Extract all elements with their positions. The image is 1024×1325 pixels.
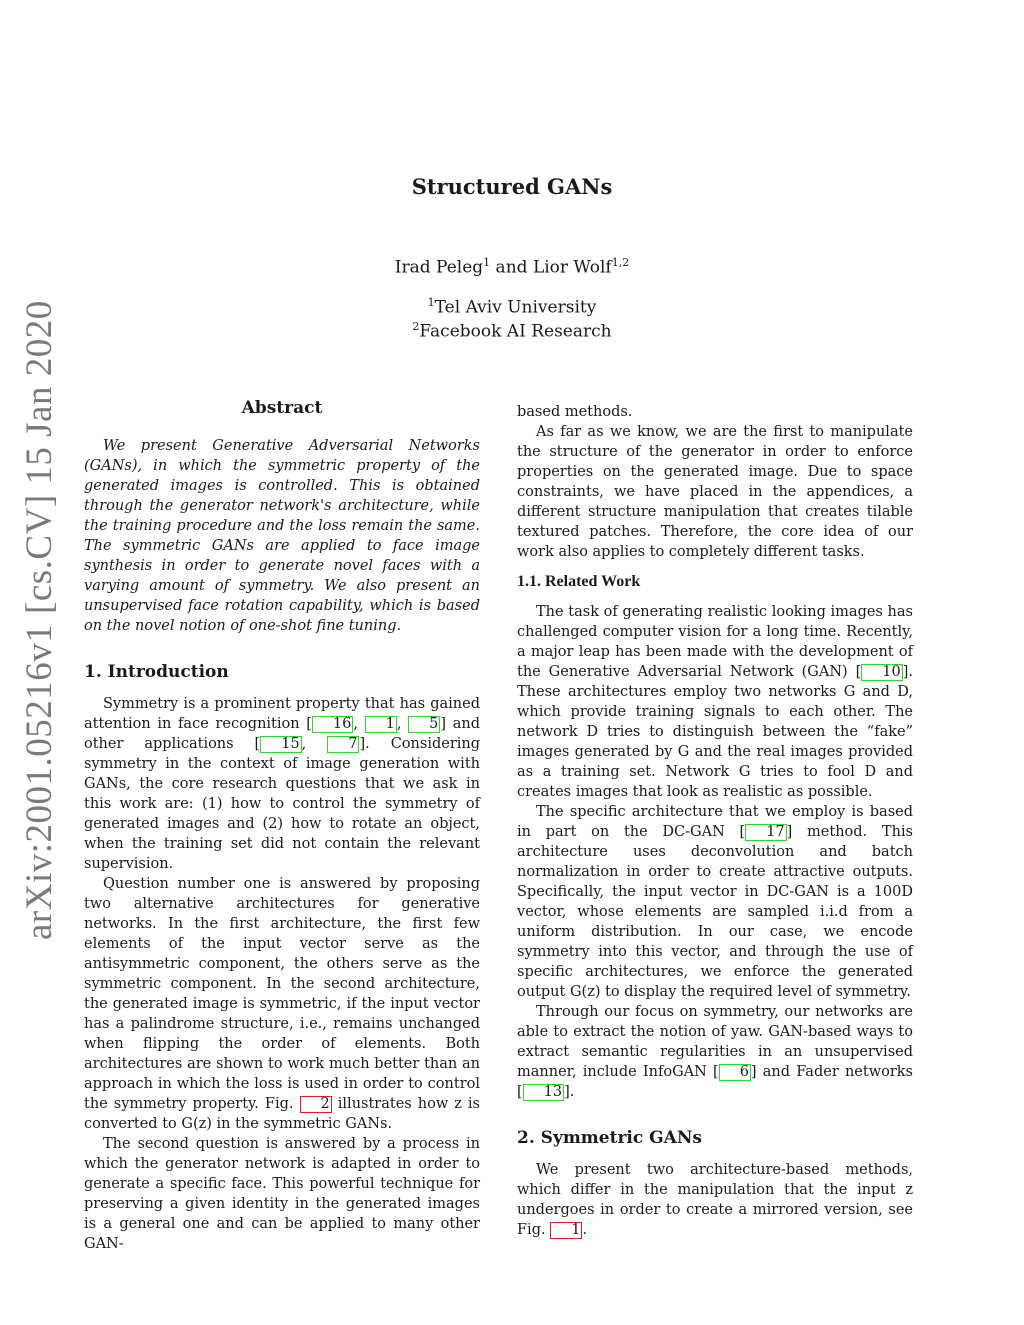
citation-6[interactable]: 6 — [719, 1064, 751, 1081]
intro-paragraph-1: Symmetry is a prominent property that has gained attention in face recognition [ 16 , 1 , 5 ] and other applications [ 15 , 7 ]. Considering symmetry in the context of image generation with GANs, the core research questions that we ask in this work are: (1) how to control the symmetry of generated images and (2) how to rotate an object, when the training set did not contain the relevant supervision. — [84, 696, 481, 872]
related-paragraph-2: The specific architecture that we employ is based in part on the DC-GAN [ 17 ] method. This architecture uses deconvolution and batch normalization in order to create attractive outputs. Specifically, the input vector in DC-GAN is a 100D vector, whose elements are sampled i.i.d from a uniform distribution. In our case, we encode symmetry into this vector, and through the use of specific architectures, we enforce the generated output G(z) to display the required level of symmetry. — [517, 804, 913, 1000]
related-paragraph-1: The task of generating realistic looking images has challenged computer vision for a long time. Recently, a major leap has been made with the development of the Generative Adversarial Network (GAN) [ 10 ]. These architectures employ two networks G and D, which provide training signals to each other. The network D tries to distinguish between the “fake” images generated by G and the real images provided as a training set. Network G tries to fool D and creates images that look as realistic as possible. — [517, 604, 913, 800]
abstract-text: We present Generative Adversarial Networks (GANs), in which the symmetric property of the generated images is controlled. This is obtained through the generator network's architecture, while the training procedure and the loss remain the same. The symmetric GANs are applied to face image synthesis in order to generate novel faces with a varying amount of symmetry. We also present an unsupervised face rotation capability, which is based on the novel notion of one-shot fine tuning. — [84, 438, 480, 634]
intro-paragraph-2: Question number one is answered by proposing two alternative architectures for generative networks. In the first architecture, the first few elements of the input vector serve as the antisymmetric component, the others serve as the symmetric component. In the second architecture, the generated image is symmetric, if the input vector has a palindrome structure, i.e., remains unchanged when flipping the order of elements. Both architectures are shown to work much better than an approach in which the loss is used in order to control the symmetry property. Fig. 2 illustrates how z is converted to G(z) in the symmetric GANs. — [84, 876, 480, 1132]
author-1: Irad Peleg — [394, 257, 484, 278]
left-column — [84, 398, 480, 1254]
citation-1[interactable]: 1 — [365, 716, 397, 733]
related-work-heading: 1.1. Related Work — [517, 573, 641, 590]
right-column — [517, 402, 913, 1240]
affiliation-1 — [0, 296, 1024, 318]
affiliation-2 — [0, 320, 1024, 342]
continued-text: based methods. — [517, 404, 633, 420]
citation-17[interactable]: 17 — [745, 824, 786, 841]
figure-2-link[interactable]: 2 — [300, 1096, 332, 1113]
related-paragraph-3: Through our focus on symmetry, our networks are able to extract the notion of yaw. GAN-based ways to extract semantic regularities in an unsupervised manner, include InfoGAN [ 6 ] and Fader networks [ 13 ]. — [517, 1004, 913, 1100]
citation-10[interactable]: 10 — [861, 664, 902, 681]
author-1-sup: 1 — [483, 256, 491, 269]
author-2: Lior Wolf — [532, 257, 612, 278]
affiliation-1-name: Tel Aviv University — [434, 297, 597, 318]
symmetric-gans-heading: 2. Symmetric GANs — [517, 1128, 702, 1148]
citation-16[interactable]: 16 — [312, 716, 353, 733]
citation-5[interactable]: 5 — [408, 716, 440, 733]
citation-15[interactable]: 15 — [260, 736, 301, 753]
affiliation-1-sup: 1 — [427, 296, 435, 309]
author-2-sup: 1,2 — [611, 256, 630, 269]
affiliation-2-sup: 2 — [412, 320, 420, 333]
authors — [0, 256, 1024, 278]
citation-7[interactable]: 7 — [327, 736, 359, 753]
citation-13[interactable]: 13 — [523, 1084, 564, 1101]
paragraph-4: As far as we know, we are the first to manipulate the structure of the generator in order to enforce properties on the generated image. Due to space constraints, we have placed in the appendices, a different structure manipulation that creates tilable textured patches. Therefore, the core idea of our work also applies to completely different tasks. — [517, 424, 913, 560]
intro-paragraph-3: The second question is answered by a process in which the generator network is adapted in order to generate a specific face. This powerful technique for preserving a given identity in the generated images is a general one and can be applied to many other GAN- — [84, 1136, 480, 1252]
author-and: and — [490, 257, 533, 278]
paper-title: Structured GANs — [411, 174, 613, 199]
figure-1-link[interactable]: 1 — [550, 1222, 582, 1239]
affiliation-2-name: Facebook AI Research — [419, 321, 612, 342]
intro-heading: 1. Introduction — [84, 662, 229, 682]
abstract-heading: Abstract — [241, 398, 323, 418]
arxiv-stamp: arXiv:2001.05216v1 [cs.CV] 15 Jan 2020 — [19, 300, 60, 940]
symmetric-paragraph-1: We present two architecture-based methods, which differ in the manipulation that the input z undergoes in order to create a mirrored version, see Fig. 1 . — [517, 1162, 913, 1238]
